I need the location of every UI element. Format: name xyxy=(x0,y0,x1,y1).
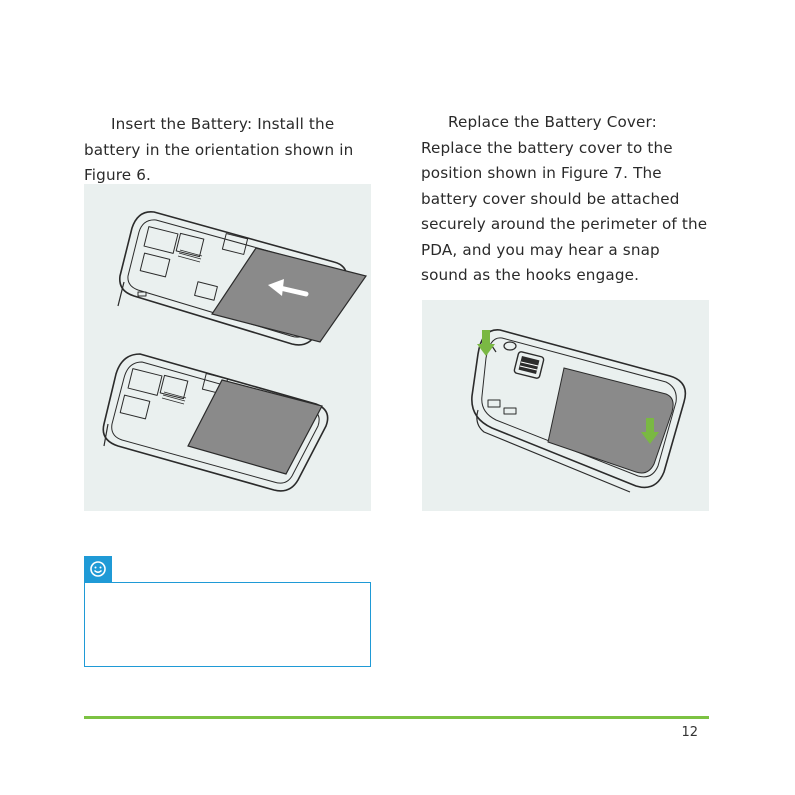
figure-6-illustration xyxy=(84,184,371,511)
smiley-icon xyxy=(84,556,112,582)
figure-6-battery-insertion xyxy=(84,184,371,511)
insert-battery-instructions: Insert the Battery: Install the battery in the orientation shown in Figure 6. xyxy=(84,115,354,184)
note-smiley-badge xyxy=(84,556,112,582)
page-number: 12 xyxy=(681,725,698,740)
footer-divider xyxy=(84,716,709,719)
camera-lens-icon xyxy=(504,342,516,350)
replace-cover-instructions: Replace the Battery Cover: Replace the battery cover to the position shown in Figure 7. The battery cover should be attached securely around the perimeter of the PDA, and you may hear a snap sound as the hooks engage. xyxy=(421,113,708,284)
figure-7-cover-replacement xyxy=(422,300,709,511)
speaker-grille-icon xyxy=(514,351,545,379)
press-arrow-icon-top xyxy=(477,330,495,356)
battery-cover-panel xyxy=(548,368,673,473)
figure-7-illustration xyxy=(422,300,709,511)
note-box xyxy=(84,582,371,667)
battery-installed-illustration xyxy=(188,380,322,474)
battery-illustration xyxy=(212,248,366,342)
